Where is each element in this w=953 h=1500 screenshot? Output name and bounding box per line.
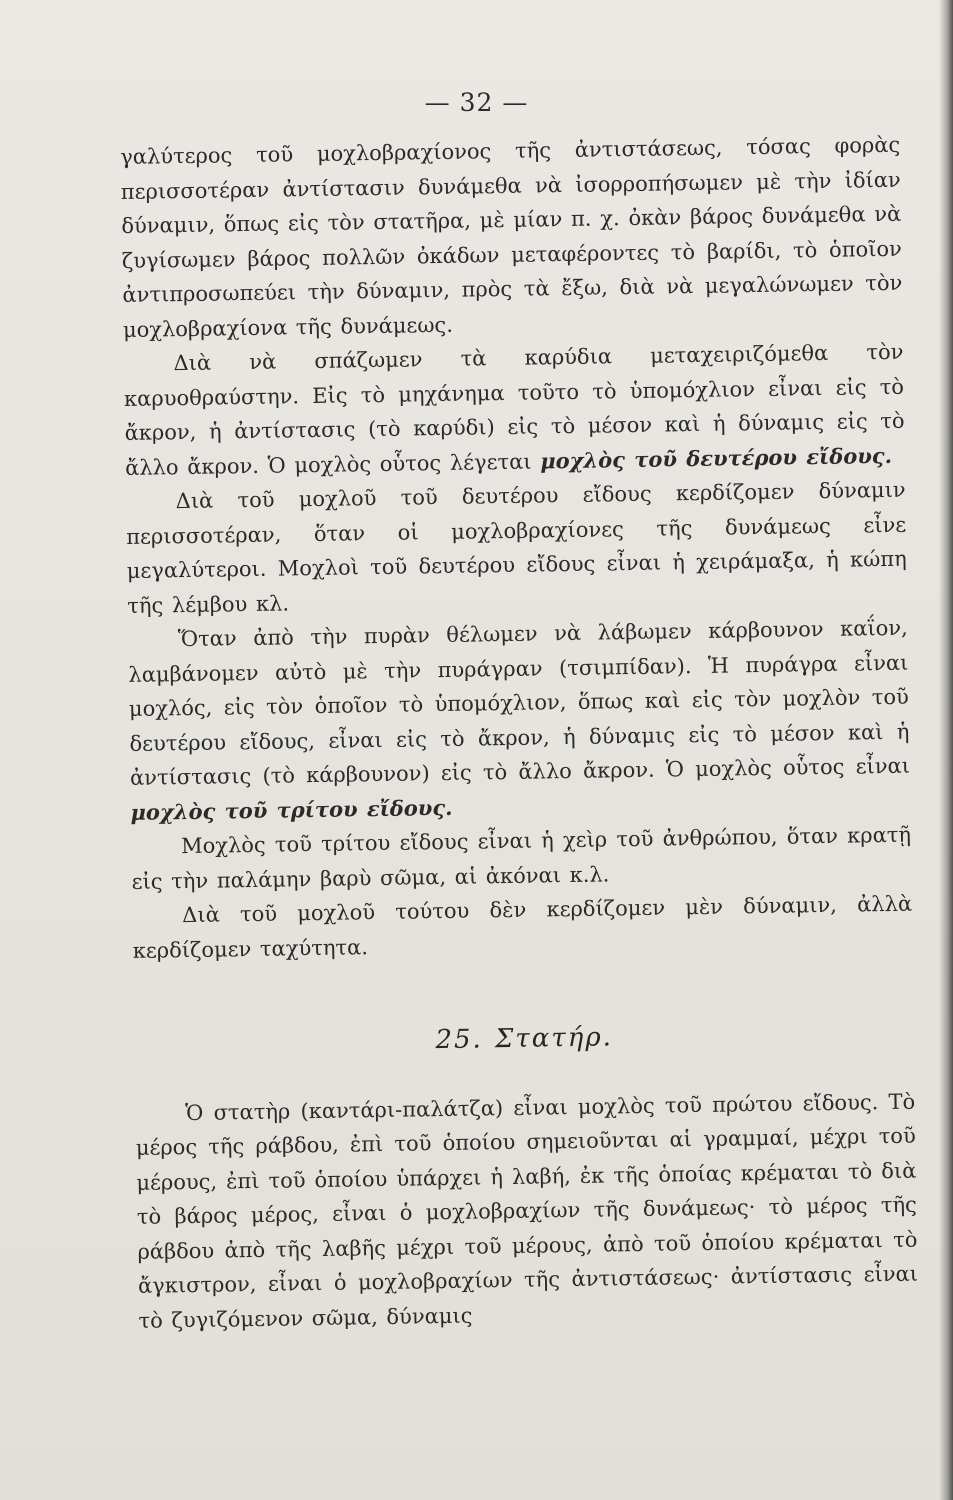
paragraph-speed: Διὰ τοῦ μοχλοῦ τούτου δὲν κερδίζομεν μὲν δύναμιν, ἀλλὰ κερδίζομεν ταχύτητα. <box>132 891 913 963</box>
paragraph-tongs <box>128 611 911 830</box>
page-edge-shadow <box>939 0 953 1500</box>
paragraph-third-class-examples: Μοχλὸς τοῦ τρίτου εἴδους εἶναι ἡ χεὶρ τοῦ ἀνθρώπου, ὅταν κρατῇ εἰς τὴν παλάμην βαρὺ σῶμα, αἱ ἀκόναι κ.λ. <box>131 822 912 894</box>
paragraph-continuation: γαλύτερος τοῦ μοχλοβραχίονος τῆς ἀντιστάσεως, τόσας φορὰς περισσοτέραν ἀντίστασιν δυνάμεθα νὰ ἰσορροπήσωμεν μὲ τὴν ἰδίαν δύναμιν, ὅπως εἰς τὸν στατῆρα, μὲ μίαν π. χ. ὀκὰν βάρος δυνάμεθα νὰ ζυγίσωμεν βάρος πολλῶν ὀκάδων μεταφέροντες τὸ βαρίδι, τὸ ὁποῖον ἀντιπροσωπεύει τὴν δύναμιν, πρὸς τὰ ἔξω, διὰ νὰ μεγαλώνωμεν τὸν μοχλοβραχίονα τῆς δυνάμεως. <box>120 132 903 342</box>
term-third-class-lever: μοχλὸς τοῦ τρίτου εἴδους. <box>130 794 453 825</box>
paragraph-second-class: Διὰ τοῦ μοχλοῦ τοῦ δευτέρου εἴδους κερδίζομεν δύναμιν περισσοτέραν, ὅταν οἱ μοχλοβραχίονες τῆς δυνάμεως εἶνε μεγαλύτεροι. Μοχλοὶ τοῦ δευτέρου εἴδους εἶναι ἡ χειράμαξα, ἡ κώπη τῆς λέμβου κλ. <box>126 477 907 618</box>
term-second-class-lever: μοχλὸς τοῦ δευτέρου εἴδους. <box>539 442 893 473</box>
paragraph-nutcracker <box>123 335 905 485</box>
page-number: — 32 — <box>424 88 529 117</box>
paragraph-nutcracker-text: Διὰ νὰ σπάζωμεν τὰ καρύδια μεταχειριζόμεθα τὸν καρυοθραύστην. Εἰς τὸ μηχάνημα τοῦτο τὸ ὑπομόχλιον εἶναι εἰς τὸ ἄκρον, ἡ ἀντίστασις (τὸ καρύδι) εἰς τὸ μέσον καὶ ἡ δύναμις εἰς τὸ ἄλλο ἄκρον. Ὁ μοχλὸς οὗτος λέγεται <box>123 339 905 480</box>
paragraph-tongs-text: Ὅταν ἀπὸ τὴν πυρὰν θέλωμεν νὰ λάβωμεν κάρβουνον καΐον, λαμβάνομεν αὐτὸ μὲ τὴν πυράγραν (τσιμπίδαν). Ἡ πυράγρα εἶναι μοχλός, εἰς τὸν ὁποῖον τὸ ὑπομόχλιον, ὅπως καὶ εἰς τὸν μοχλὸν τοῦ δευτέρου εἴδους, εἶναι εἰς τὸ ἄκρον, ἡ δύναμις εἰς τὸ μέσον καὶ ἡ ἀντίστασις (τὸ κάρβουνον) εἰς τὸ ἄλλο ἄκρον. Ὁ μοχλὸς οὗτος εἶναι <box>128 615 911 790</box>
section-title: 25. Στατήρ. <box>435 1022 614 1056</box>
body-text <box>120 128 919 1338</box>
paragraph-steelyard: Ὁ στατὴρ (καντάρι-παλάτζα) εἶναι μοχλὸς τοῦ πρώτου εἴδους. Τὸ μέρος τῆς ράβδου, ἐπὶ τοῦ ὁποίου σημειοῦνται αἱ γραμμαί, μέχρι τοῦ μέρους, ἐπὶ τοῦ ὁποίου ὑπάρχει ἡ λαβή, ἐκ τῆς ὁποίας κρέμαται τὸ διὰ τὸ βάρος μέρος, εἶναι ὁ μοχλοβραχίων τῆς δυνάμεως· τὸ μέρος τῆς ράβδου ἀπὸ τῆς λαβῆς μέχρι τοῦ μέρους, ἀπὸ τοῦ ὁποίου κρέμαται τὸ ἄγκιστρον, εἶναι ὁ μοχλοβραχίων τῆς ἀντιστάσεως· ἀντίστασις εἶναι τὸ ζυγιζόμενον σῶμα, δύναμις <box>135 1089 919 1333</box>
